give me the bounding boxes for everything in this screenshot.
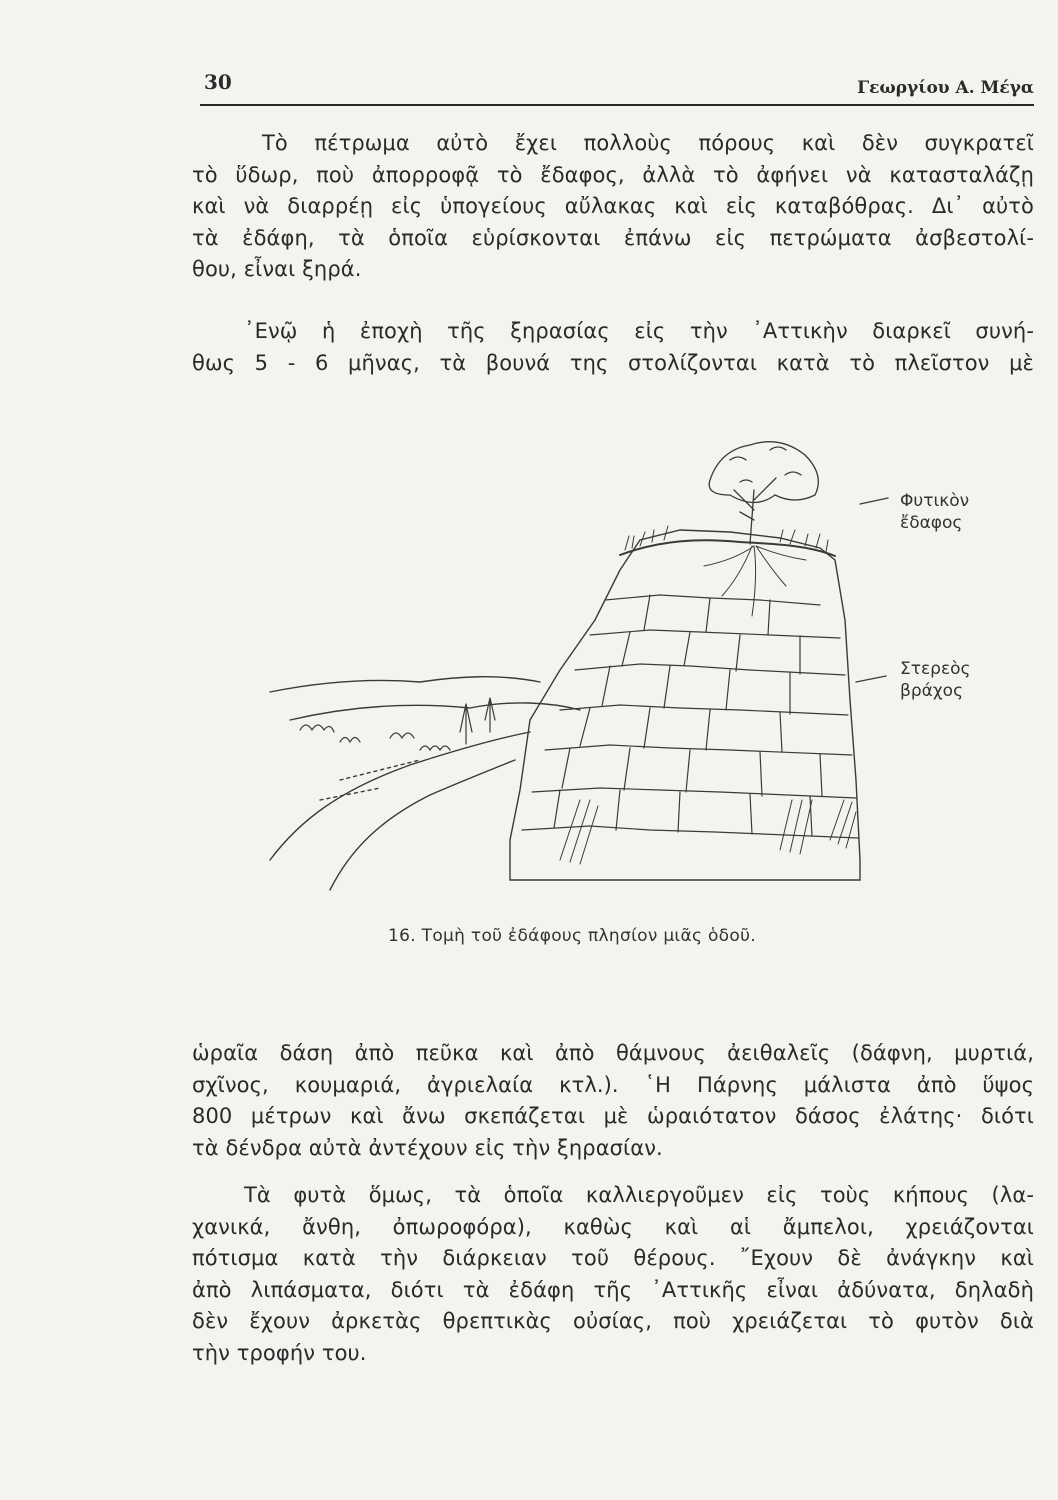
label-line: ἔδαφος <box>900 513 963 533</box>
text-line: θως 5 - 6 μῆνας, τὰ βουνά της στολίζονται κατὰ τὸ πλεῖστον μὲ <box>192 350 1034 375</box>
text-line: χανικά, ἄνθη, ὀπωροφόρα), καθὼς καὶ αἱ ἄμπελοι, χρειάζονται <box>192 1214 1034 1239</box>
text-line: θου, εἶναι ξηρά. <box>192 257 362 281</box>
pointer-rock <box>856 676 886 682</box>
text-line: τὰ δένδρα αὐτὰ ἀντέχουν εἰς τὴν ξηρασίαν. <box>192 1135 663 1160</box>
figure-label-soil <box>900 490 969 534</box>
paragraph-3 <box>192 1038 1034 1164</box>
text-line: σχῖνος, κουμαριά, ἀγριελαία κτλ.). ῾Η Πάρνης μάλιστα ἀπὸ ὕψος <box>192 1072 1034 1097</box>
text-line: ἀπὸ λιπάσματα, διότι τὰ ἐδάφη τῆς ᾽Αττικῆς εἶναι ἀδύνατα, δηλαδὴ <box>192 1277 1034 1302</box>
text-line: τὴν τροφήν του. <box>192 1340 367 1365</box>
label-line: βράχος <box>900 681 964 701</box>
distant-hills <box>270 677 540 692</box>
road-ditch <box>320 760 420 800</box>
label-line: Φυτικὸν <box>900 491 970 511</box>
road-edge-left <box>270 732 530 860</box>
soil-layer <box>620 540 835 556</box>
label-line: Στερεὸς <box>900 659 971 679</box>
distant-hills-2 <box>290 703 580 720</box>
page-number: 30 <box>204 70 232 94</box>
page-header <box>200 68 1034 106</box>
text-line: καὶ νὰ διαρρέῃ εἰς ὑπογείους αὔλακας καὶ εἰς καταβόθρας. Δι᾽ αὐτὸ <box>192 194 1034 218</box>
road-edge-right <box>330 760 515 890</box>
text-line: 800 μέτρων καὶ ἄνω σκεπάζεται μὲ ὡραιότατον δάσος ἐλάτης· διότι <box>192 1104 1034 1128</box>
text-line: τὰ ἐδάφη, τὰ ὁποῖα εὑρίσκονται ἐπάνω εἰς πετρώματα ἀσβεστολί- <box>192 225 1034 250</box>
paragraph-2 <box>192 316 1034 379</box>
paragraph-1 <box>192 128 1034 286</box>
paragraph-4 <box>192 1180 1034 1369</box>
road-cut-illustration <box>260 420 900 900</box>
text-line: Τὸ πέτρωμα αὐτὸ ἔχει πολλοὺς πόρους καὶ δὲν συγκρατεῖ <box>262 131 1034 155</box>
figure-label-rock <box>900 658 971 702</box>
text-line: τὸ ὕδωρ, ποὺ ἀπορροφᾷ τὸ ἔδαφος, ἀλλὰ τὸ ἀφήνει νὰ κατασταλάζῃ <box>192 162 1034 187</box>
text-line: Τὰ φυτὰ ὅμως, τὰ ὁποῖα καλλιεργοῦμεν εἰς τοὺς κήπους (λα- <box>244 1183 1034 1207</box>
text-line: ὡραῖα δάση ἀπὸ πεῦκα καὶ ἀπὸ θάμνους ἀειθαλεῖς (δάφνη, μυρτιά, <box>192 1041 1034 1065</box>
pointer-soil <box>860 498 888 504</box>
text-line: πότισμα κατὰ τὴν διάρκειαν τοῦ θέρους. ῎Εχουν δὲ ἀνάγκην καὶ <box>192 1246 1034 1270</box>
rock-blocks <box>522 595 858 838</box>
grass-tufts <box>625 526 828 552</box>
text-line: δὲν ἔχουν ἀρκετὰς θρεπτικὰς οὐσίας, ποὺ χρειάζεται τὸ φυτὸν διὰ <box>192 1309 1034 1333</box>
figure-caption: 16. Τομὴ τοῦ ἐδάφους πλησίον μιᾶς ὁδοῦ. <box>388 926 756 946</box>
text-line: ᾽Ενῷ ἡ ἐποχὴ τῆς ξηρασίας εἰς τὴν ᾽Αττικὴν διαρκεῖ συνή- <box>244 319 1034 343</box>
tree <box>709 442 818 544</box>
tree-roots <box>704 546 806 616</box>
running-head: Γεωργίου Α. Μέγα <box>857 78 1034 98</box>
